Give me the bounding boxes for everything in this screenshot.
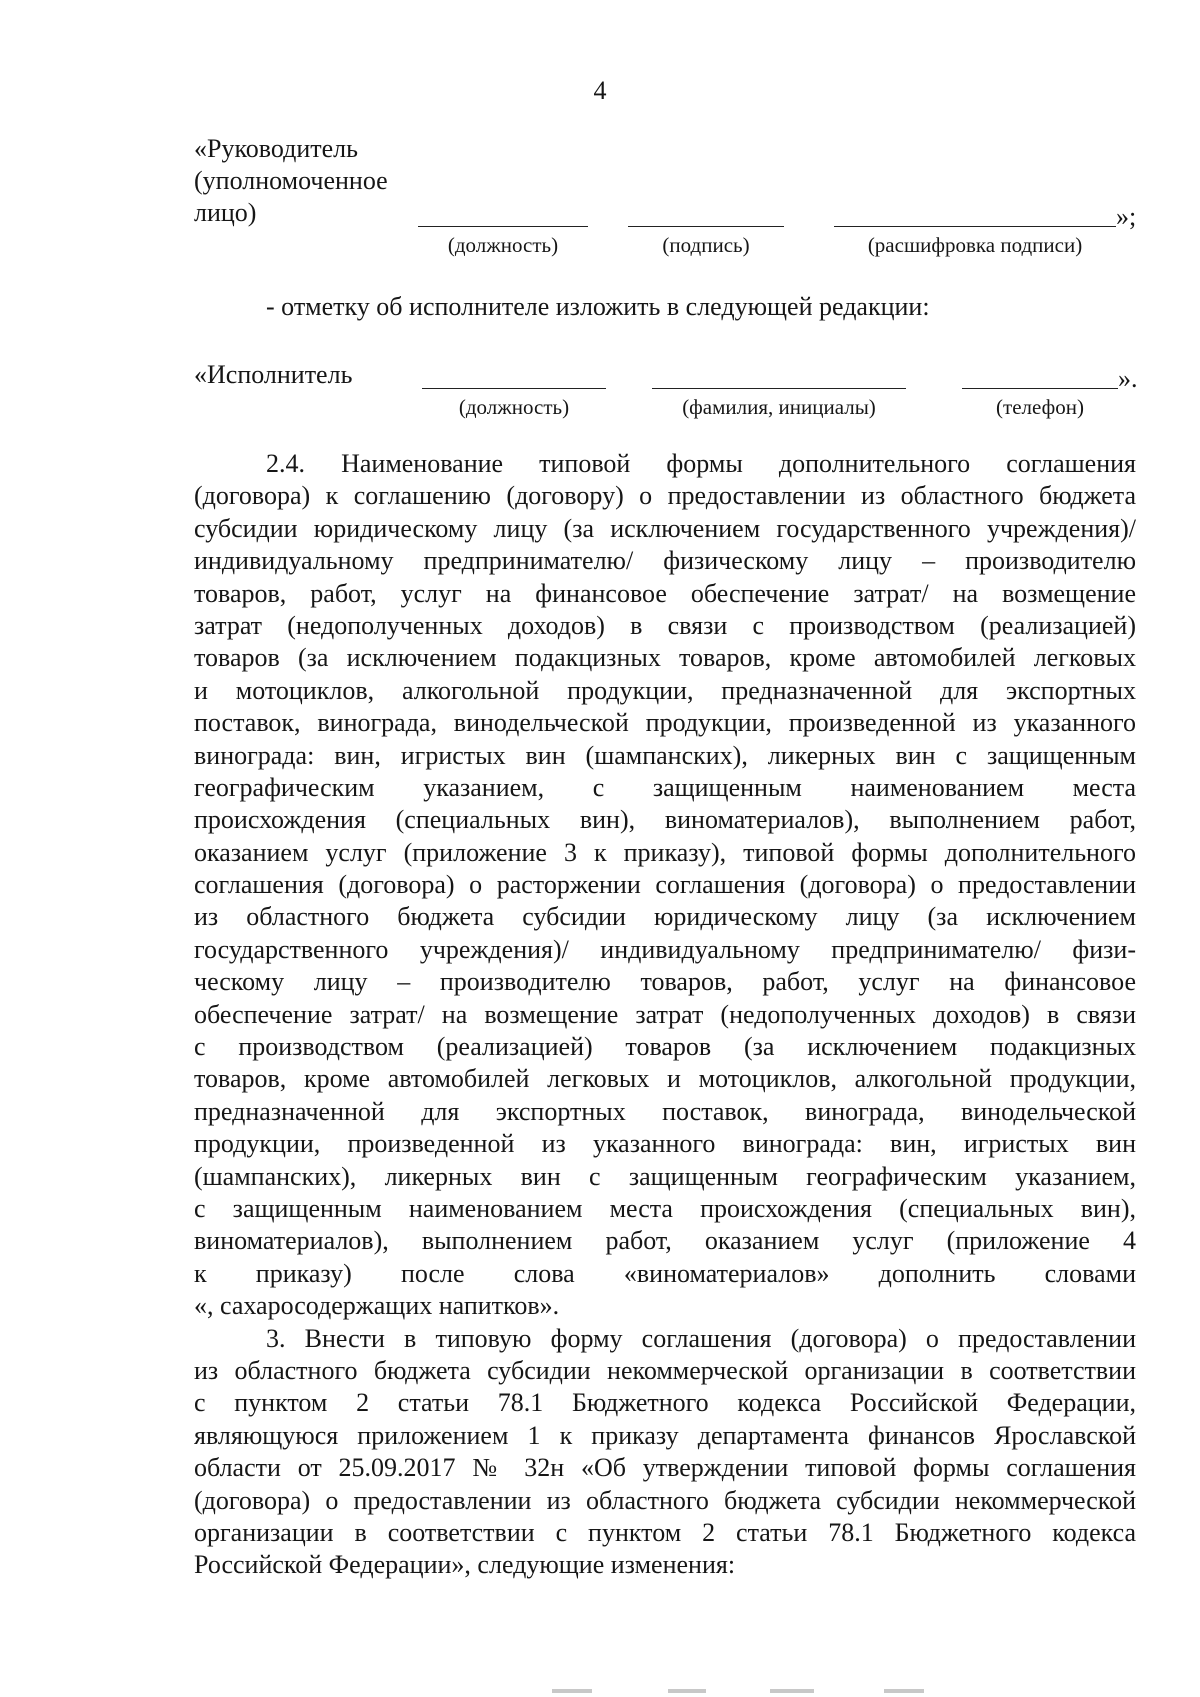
paragraph-line: оказанием услуг (приложение 3 к приказу), типовой формы дополнительного <box>194 837 1136 867</box>
signature-field-line <box>628 226 784 227</box>
executor-phone-field-line <box>962 388 1118 389</box>
paragraph-line: из областного бюджета субсидии юридическому лицу (за исключением <box>194 902 1136 932</box>
paragraph-line: товаров, кроме автомобилей легковых и мотоциклов, алкогольной продукции, <box>194 1064 1136 1094</box>
executor-position-field-line <box>422 388 606 389</box>
instruction-line: - отметку об исполнителе изложить в следующей редакции: <box>266 292 930 321</box>
paragraph-line: к приказу) после слова «виноматериалов» дополнить словами <box>194 1258 1136 1288</box>
paragraph-line: (договора) к соглашению (договору) о предоставлении из областного бюджета <box>194 481 1136 511</box>
paragraph-line: «, сахаросодержащих напитков». <box>194 1291 560 1321</box>
paragraph-line: продукции, произведенной из указанного винограда: вин, игристых вин <box>194 1129 1136 1159</box>
executor-label: «Исполнитель <box>194 360 353 389</box>
paragraph-line: государственного учреждения)/ индивидуальному предпринимателю/ физи- <box>194 934 1136 964</box>
position-caption: (должность) <box>447 233 559 257</box>
signature-decoding-field-line <box>834 226 1116 227</box>
page-number: 4 <box>593 76 607 105</box>
position-field-line <box>418 226 588 227</box>
signature-decoding-caption: (расшифровка подписи) <box>867 233 1083 257</box>
signature-label-line: лицо) <box>194 198 257 227</box>
paragraph-line: с пунктом 2 статьи 78.1 Бюджетного кодекса Российской Федерации, <box>194 1388 1136 1418</box>
paragraph-line: организации в соответствии с пунктом 2 статьи 78.1 Бюджетного кодекса <box>194 1517 1136 1547</box>
paragraph-line: поставок, винограда, винодельческой продукции, произведенной из указанного <box>194 708 1136 738</box>
paragraph-line: Российской Федерации», следующие изменения: <box>194 1550 736 1580</box>
paragraph-line: (шампанских), ликерных вин с защищенным географическим указанием, <box>194 1161 1136 1191</box>
paragraph-line: субсидии юридическому лицу (за исключением государственного учреждения)/ <box>194 513 1136 543</box>
executor-position-caption: (должность) <box>458 395 570 419</box>
paragraph-line: происхождения (специальных вин), виноматериалов), выполнением работ, <box>194 805 1136 835</box>
paragraph-line: с производством (реализацией) товаров (за исключением подакцизных <box>194 1032 1136 1062</box>
paragraph-line: и мотоциклов, алкогольной продукции, предназначенной для экспортных <box>194 675 1136 705</box>
paragraph-line: 2.4. Наименование типовой формы дополнительного соглашения <box>266 449 1136 478</box>
executor-name-caption: (фамилия, инициалы) <box>682 395 876 419</box>
paragraph-line: (договора) о предоставлении из областного бюджета субсидии некоммерческой <box>194 1485 1136 1515</box>
paragraph-line: индивидуальному предпринимателю/ физическому лицу – производителю <box>194 546 1136 576</box>
scan-artifact <box>884 1689 924 1693</box>
scan-artifact <box>770 1689 814 1693</box>
signature-end-mark: »; <box>1116 202 1137 231</box>
paragraph-line: затрат (недополученных доходов) в связи с производством (реализацией) <box>194 610 1136 640</box>
body-text <box>194 448 1136 1582</box>
paragraph-line: предназначенной для экспортных поставок, винограда, винодельческой <box>194 1096 1136 1126</box>
paragraph-line: соглашения (договора) о расторжении соглашения (договора) о предоставлении <box>194 870 1136 900</box>
scan-artifact <box>668 1689 706 1693</box>
scan-artifact <box>552 1689 592 1693</box>
paragraph-line: ческому лицу – производителю товаров, работ, услуг на финансовое <box>194 967 1136 997</box>
executor-end-mark: ». <box>1118 364 1138 393</box>
paragraph-line: географическим указанием, с защищенным наименованием места <box>194 772 1136 802</box>
paragraph-line: товаров, работ, услуг на финансовое обеспечение затрат/ на возмещение <box>194 578 1136 608</box>
signature-label-line: «Руководитель <box>194 134 358 163</box>
paragraph-line: 3. Внести в типовую форму соглашения (договора) о предоставлении <box>266 1323 1136 1353</box>
paragraph-line: винограда: вин, игристых вин (шампанских), ликерных вин с защищенным <box>194 740 1136 770</box>
paragraph-line: с защищенным наименованием места происхождения (специальных вин), <box>194 1193 1136 1223</box>
paragraph-line: области от 25.09.2017 № 32н «Об утверждении типовой формы соглашения <box>194 1453 1136 1483</box>
paragraph-line: из областного бюджета субсидии некоммерческой организации в соответствии <box>194 1355 1136 1385</box>
paragraph-line: обеспечение затрат/ на возмещение затрат (недополученных доходов) в связи <box>194 999 1136 1029</box>
paragraph-line: товаров (за исключением подакцизных товаров, кроме автомобилей легковых <box>194 643 1136 673</box>
paragraph-2-4 <box>194 448 1136 1323</box>
paragraph-line: являющуюся приложением 1 к приказу департамента финансов Ярославской <box>194 1420 1136 1450</box>
executor-name-field-line <box>652 388 906 389</box>
paragraph-3 <box>194 1323 1136 1582</box>
paragraph-line: виноматериалов), выполнением работ, оказанием услуг (приложение 4 <box>194 1226 1136 1256</box>
signature-caption: (подпись) <box>662 233 750 257</box>
signature-label-line: (уполномоченное <box>194 166 388 195</box>
executor-phone-caption: (телефон) <box>996 395 1084 419</box>
